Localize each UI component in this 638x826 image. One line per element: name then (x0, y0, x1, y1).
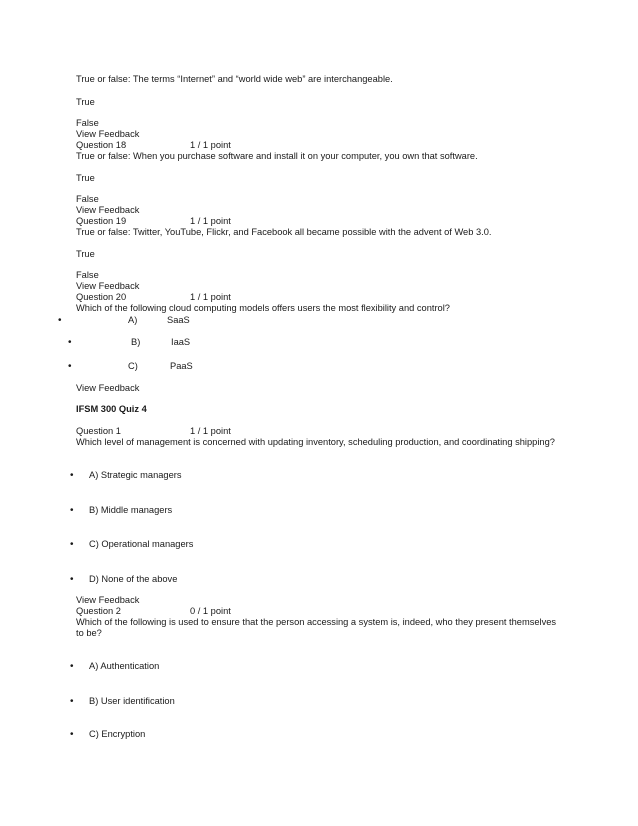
quiz4-q2-text-line1: Which of the following is used to ensure that the person accessing a system is, indeed, who they present themselves (76, 617, 557, 627)
quiz4-q2-text-line2: to be? (76, 628, 102, 638)
q20-option-a-bullet: • (58, 315, 62, 326)
quiz4-q1-option-a[interactable]: A) Strategic managers (89, 470, 182, 480)
q19-label: Question 19 (76, 216, 127, 226)
q20-option-b-text[interactable]: IaaS (171, 337, 191, 347)
quiz4-q1-text: Which level of management is concerned with updating inventory, scheduling production, and coordinating shipping? (76, 437, 555, 447)
quiz4-q1-option-c[interactable]: C) Operational managers (89, 539, 194, 549)
q20-option-b-letter[interactable]: B) (131, 337, 141, 347)
quiz4-q1-option-c-bullet: • (70, 539, 74, 550)
q17-option-false[interactable]: False (76, 118, 99, 128)
q19-view-feedback-link[interactable]: View Feedback (76, 281, 140, 291)
quiz4-q2-option-a-bullet: • (70, 661, 74, 672)
q17-option-true[interactable]: True (76, 97, 95, 107)
q20-option-a-letter[interactable]: A) (128, 315, 138, 325)
q19-option-false[interactable]: False (76, 270, 99, 280)
quiz4-q1-option-b[interactable]: B) Middle managers (89, 505, 173, 515)
q18-text: True or false: When you purchase software and install it on your computer, you own that software. (76, 151, 478, 161)
q18-option-true[interactable]: True (76, 173, 95, 183)
quiz4-q1-label: Question 1 (76, 426, 121, 436)
quiz4-q1-option-a-bullet: • (70, 470, 74, 481)
q18-view-feedback-link[interactable]: View Feedback (76, 205, 140, 215)
quiz4-q2-option-c-bullet: • (70, 729, 74, 740)
q20-text: Which of the following cloud computing models offers users the most flexibility and control? (76, 303, 450, 313)
quiz4-q2-option-b-bullet: • (70, 696, 74, 707)
quiz4-q1-option-d[interactable]: D) None of the above (89, 574, 178, 584)
q20-view-feedback-link[interactable]: View Feedback (76, 383, 140, 393)
q20-option-c-text[interactable]: PaaS (170, 361, 193, 371)
q20-label: Question 20 (76, 292, 127, 302)
quiz4-q2-option-b[interactable]: B) User identification (89, 696, 175, 706)
quiz4-q2-score: 0 / 1 point (190, 606, 231, 616)
q17-view-feedback-link[interactable]: View Feedback (76, 129, 140, 139)
quiz4-q1-view-feedback-link[interactable]: View Feedback (76, 595, 140, 605)
q19-score: 1 / 1 point (190, 216, 231, 226)
quiz4-q2-label: Question 2 (76, 606, 121, 616)
quiz4-q1-option-d-bullet: • (70, 574, 74, 585)
quiz4-q1-option-b-bullet: • (70, 505, 74, 516)
q20-option-c-bullet: • (68, 361, 72, 372)
quiz4-q2-option-c[interactable]: C) Encryption (89, 729, 146, 739)
q19-option-true[interactable]: True (76, 249, 95, 259)
q19-text: True or false: Twitter, YouTube, Flickr, and Facebook all became possible with the advent of Web 3.0. (76, 227, 492, 237)
q18-score: 1 / 1 point (190, 140, 231, 150)
q18-option-false[interactable]: False (76, 194, 99, 204)
q20-score: 1 / 1 point (190, 292, 231, 302)
quiz4-heading: IFSM 300 Quiz 4 (76, 404, 147, 414)
q20-option-c-letter[interactable]: C) (128, 361, 138, 371)
q20-option-a-text[interactable]: SaaS (167, 315, 190, 325)
quiz4-q1-score: 1 / 1 point (190, 426, 231, 436)
q20-option-b-bullet: • (68, 337, 72, 348)
q17-text: True or false: The terms “Internet” and “world wide web” are interchangeable. (76, 74, 393, 84)
q18-label: Question 18 (76, 140, 127, 150)
quiz4-q2-option-a[interactable]: A) Authentication (89, 661, 160, 671)
